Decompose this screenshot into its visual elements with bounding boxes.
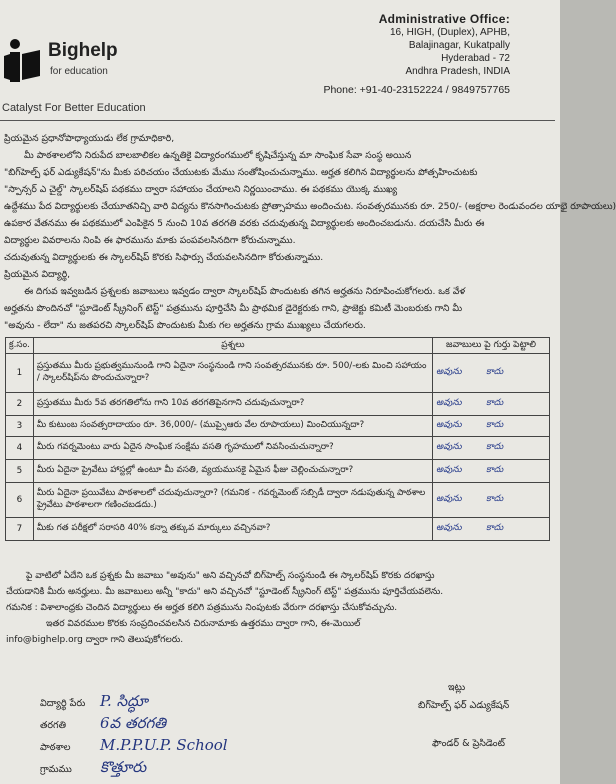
row-number: 7 bbox=[6, 518, 34, 541]
row-number: 6 bbox=[6, 483, 34, 518]
name-value[interactable]: P. సిద్ధూ bbox=[100, 692, 148, 710]
body-line: ప్రియమైన విద్యార్థి, bbox=[4, 269, 71, 280]
row-answer[interactable] bbox=[433, 437, 550, 460]
footer-line: గమనిక : విశాలాంధ్రకు చెందిన విద్యార్థులు ఈ అర్హత కలిగి పత్రమును నింపుటకు వేరుగా దరఖాస్తు చేసుకోవచ్చును. bbox=[6, 603, 398, 613]
office-phone: Phone: +91-40-23152224 / 9849757765 bbox=[323, 84, 510, 96]
name-label: విద్యార్థి పేరు bbox=[40, 698, 86, 709]
row-answer[interactable] bbox=[433, 483, 550, 518]
answer-yes[interactable]: అవును bbox=[436, 420, 462, 430]
answer-no[interactable]: కాదు bbox=[486, 523, 504, 533]
row-question: మీ కుటుంబ సంవత్సరాదాయం రూ. 36,000/- (ముప్పైఆరు వేల రూపాయలు) మించియున్నదా? bbox=[33, 416, 432, 437]
office-line: Andhra Pradesh, INDIA bbox=[405, 66, 510, 77]
screening-table bbox=[5, 337, 550, 541]
office-line: Balajinagar, Kukatpally bbox=[408, 40, 510, 51]
row-answer[interactable] bbox=[433, 460, 550, 483]
answer-no[interactable]: కాదు bbox=[486, 494, 504, 504]
body-line: మీ పాఠశాలలోని నిరుపేద బాలబాలికల ఉన్నతికై విద్యారంగములో కృషిచేస్తున్న మా సాంఘిక సేవా సంస్థ అయిన bbox=[24, 150, 412, 161]
header-divider bbox=[0, 120, 555, 121]
body-line: అర్హతను పొందినచో "స్టూడెంట్ స్క్రీనింగ్ టెస్ట్" పత్రమును పూర్తిచేసి మీ ప్రాథమిక డైరెక్టరుకు గాని, ప్రాజెక్టు కమిటీ మెంబరుకు గాని మీ bbox=[4, 303, 463, 314]
office-title: Administrative Office: bbox=[378, 12, 510, 26]
body-line: చదువుతున్న విద్యార్థులకు ఈ స్కాలర్‌షిప్ కొరకు సిఫార్సు చేయవలసినదిగా కోరుతున్నాము. bbox=[4, 252, 324, 263]
col-answer-header: జవాబులు పై గుర్తు పెట్టాలి bbox=[433, 338, 550, 354]
row-question: మీరు ఏదైనా ప్రయివేటు పాఠశాలలో చదువుచున్నారా? (గమనిక - గవర్నమెంట్ సబ్సిడీ ద్వారా నడుపుతున్న పాఠశాల ప్రైవేటు పాఠశాలగా గణించబడదు.) bbox=[33, 483, 432, 518]
office-address bbox=[323, 12, 510, 97]
office-line: 16, HIGH, (Duplex), APHB, bbox=[389, 27, 510, 38]
footer-line: info@bighelp.org ద్వారా గాని తెలుపుకోగలరు. bbox=[6, 635, 184, 645]
col-number-header: క్ర.సం. bbox=[6, 338, 34, 354]
row-number: 1 bbox=[6, 354, 34, 393]
answer-yes[interactable]: అవును bbox=[436, 367, 462, 377]
body-line: "అవును - లేదా" ను జతపరచి స్కాలర్‌షిప్ పొందుటకు మీకు గల అర్హతను గ్రామ ముఖ్యలు చేయగలరు. bbox=[4, 320, 366, 331]
table-row bbox=[6, 518, 550, 541]
row-number: 3 bbox=[6, 416, 34, 437]
signatory-title: ఫౌండర్ & ప్రెసిడెంట్ bbox=[432, 738, 505, 749]
tagline: Catalyst For Better Education bbox=[2, 102, 146, 114]
body-line: ఉద్దేశము పేద విద్యార్థులకు చేయూతనిచ్చి వారి విద్యను కొనసాగించుటకు ప్రోత్సాహము అందించుట. సంవత్సరమునకు రూ. 250/- (అక్షరాల రెండువందల యాభై రూపాయలు) bbox=[4, 201, 616, 212]
answer-no[interactable]: కాదు bbox=[486, 398, 504, 408]
row-answer[interactable] bbox=[433, 518, 550, 541]
table-row bbox=[6, 354, 550, 393]
answer-yes[interactable]: అవును bbox=[436, 465, 462, 475]
footer-line: చేయడానికి మీరు అనర్హులు. మీ జవాబులు అన్నీ "కాదు" అని వచ్చినచో "స్టూడెంట్ స్క్రీనింగ్ టెస్ట్" పత్రమును పూర్తిచేయవలెను. bbox=[6, 587, 444, 597]
col-question-header: ప్రశ్నలు bbox=[33, 338, 432, 354]
row-question: మీరు గవర్నమెంటు వారు ఏదైన సాంఘిక సంక్షేమ వసతి గృహములో నివసించుచున్నారా? bbox=[33, 437, 432, 460]
organization-name: బిగ్‌హెల్ప్ ఫర్ ఎడ్యుకేషన్ bbox=[418, 700, 510, 711]
table-row bbox=[6, 437, 550, 460]
body-line: ప్రియమైన ప్రధానోపాధ్యాయుడు లేక గ్రామాధికారి, bbox=[4, 133, 175, 144]
row-question: మీరు ఏదైనా ప్రైవేటు హాస్టల్లో ఉంటూ మీ వసతి, వ్యయమునకై ఏమైన ఫీజు చెల్లించుచున్నారా? bbox=[33, 460, 432, 483]
row-answer[interactable] bbox=[433, 393, 550, 416]
body-line: "స్పాన్సర్ ఎ చైల్డ్" స్కాలర్‌షిప్ పథకము ద్వారా సహాయం చేయాలని నిర్ణయించాము. ఈ పథకము యొక్క ముఖ్య bbox=[4, 184, 398, 195]
answer-yes[interactable]: అవును bbox=[436, 398, 462, 408]
footer-line: పై వాటిలో ఏదేని ఒక ప్రశ్నకు మీ జవాబు "అవును" అని వచ్చినచో బిగ్‌హెల్ప్ సంస్థనుండి ఈ స్కాలర్‌షిప్ కొరకు దరఖాస్తు bbox=[26, 571, 435, 581]
row-number: 2 bbox=[6, 393, 34, 416]
body-line: ఉపకార వేతనము ఈ పథకములో ఎంపికైన 5 నుంచి 10వ తరగతి వరకు చదువుతున్న విద్యార్థులకు అందించబడును. దయచేసి మీరు ఈ bbox=[4, 218, 485, 229]
class-value[interactable]: 6వ తరగతి bbox=[100, 714, 167, 732]
table-header-row bbox=[6, 338, 550, 354]
row-question: ప్రస్తుతము మీరు 5వ తరగతిలోను గాని 10వ తరగతిపైనగాని చదువుచున్నారా? bbox=[33, 393, 432, 416]
answer-yes[interactable]: అవును bbox=[436, 523, 462, 533]
class-label: తరగతి bbox=[40, 720, 66, 731]
table-row bbox=[6, 393, 550, 416]
bighelp-logo-icon bbox=[2, 36, 42, 86]
answer-no[interactable]: కాదు bbox=[486, 420, 504, 430]
brand-name: Bighelp bbox=[48, 40, 118, 61]
letter-body bbox=[4, 130, 616, 334]
body-line: విద్యార్థుల వివరాలను నింపి ఈ ఫారమును మాకు పంపవలసినదిగా కోరుచున్నాము. bbox=[4, 235, 296, 246]
row-answer[interactable] bbox=[433, 416, 550, 437]
closing: ఇట్లు bbox=[448, 682, 466, 693]
footer-notes bbox=[6, 568, 551, 648]
school-value[interactable]: M.P.P.U.P. School bbox=[100, 736, 228, 754]
answer-yes[interactable]: అవును bbox=[436, 494, 462, 504]
answer-no[interactable]: కాదు bbox=[486, 367, 504, 377]
village-value[interactable]: కొత్తూరు bbox=[100, 758, 147, 776]
footer-line: ఇతర వివరముల కొరకు సంప్రదించవలసిన చిరునామాకు ఉత్తరము ద్వారా గాని, ఈ-మెయిల్ bbox=[46, 619, 361, 629]
school-label: పాఠశాల bbox=[40, 742, 71, 753]
office-line: Hyderabad - 72 bbox=[441, 53, 510, 64]
row-answer[interactable] bbox=[433, 354, 550, 393]
village-label: గ్రామము bbox=[40, 764, 72, 775]
row-question: ప్రస్తుతము మీరు ప్రభుత్వమునుండి గాని ఏదైనా సంస్థనుండి గాని సంవత్సరమునకు రూ. 500/-లకు మించి సహాయం / స్కాలర్‌షిప్‌ను పొందుచున్నారా? bbox=[33, 354, 432, 393]
table-row bbox=[6, 416, 550, 437]
answer-yes[interactable]: అవును bbox=[436, 442, 462, 452]
answer-no[interactable]: కాదు bbox=[486, 465, 504, 475]
table-row bbox=[6, 483, 550, 518]
body-line: ఈ దిగువ ఇవ్వబడిన ప్రశ్నలకు జవాబులు ఇవ్వడం ద్వారా స్కాలర్‌షిప్ పొందుటకు తగిన అర్హతను నిరూపించుకోగలరు. ఒక వేళ bbox=[24, 286, 466, 297]
row-number: 5 bbox=[6, 460, 34, 483]
answer-no[interactable]: కాదు bbox=[486, 442, 504, 452]
body-line: "బిగ్‌హెల్ప్ ఫర్ ఎడ్యుకేషన్"ను మీకు పరిచయం చేయుటకు మేము సంతోషించుచున్నాము. అర్హత కలిగిన విద్యార్థులను పోత్సహించుటకు bbox=[4, 167, 478, 178]
table-row bbox=[6, 460, 550, 483]
brand-subtitle: for education bbox=[50, 66, 108, 77]
row-question: మీకు గత పరీక్షలో సరాసరి 40% కన్నా తక్కువ మార్కులు వచ్చినవా? bbox=[33, 518, 432, 541]
row-number: 4 bbox=[6, 437, 34, 460]
